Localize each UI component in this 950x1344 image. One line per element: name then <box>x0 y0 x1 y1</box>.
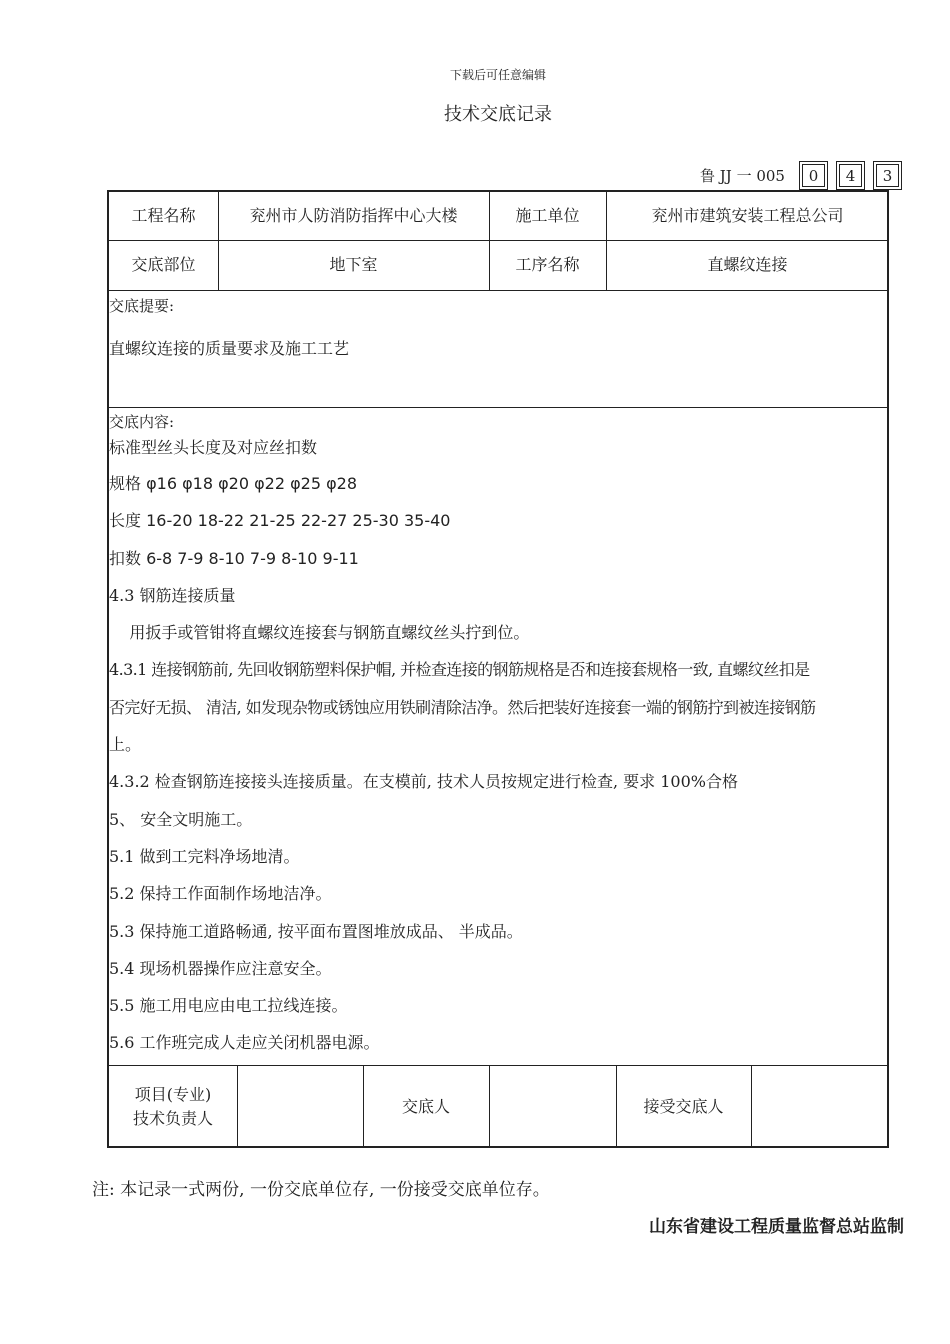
content-line: 5.6 工作班完成人走应关闭机器电源。 <box>109 1033 380 1053</box>
record-code <box>700 161 902 190</box>
summary-text: 直螺纹连接的质量要求及施工工艺 <box>109 339 350 358</box>
project-name-label: 工程名称 <box>131 206 196 225</box>
content-body <box>109 465 887 1062</box>
content-line: 4.3 钢筋连接质量 <box>109 585 236 605</box>
content-line: 否完好无损、 清洁, 如发现杂物或锈蚀应用铁刷清除洁净。然后把装好连接套一端的钢筋拧到被连接钢筋 <box>109 697 816 717</box>
content-line: 4.3.2 检查钢筋连接接头连接质量。在支模前, 技术人员按规定进行检查, 要求 100%合格 <box>109 772 738 792</box>
content-line: 5、 安全文明施工。 <box>109 809 253 829</box>
discloser-signature <box>489 1065 616 1148</box>
content-line: 5.1 做到工完料净场地清。 <box>109 846 300 866</box>
document-title: 技术交底记录 <box>444 104 552 125</box>
summary-label: 交底提要: <box>109 297 175 315</box>
location-value: 地下室 <box>329 255 378 274</box>
content-label: 交底内容: <box>109 413 175 431</box>
content-line: 5.5 施工用电应由电工拉线连接。 <box>109 996 348 1016</box>
content-line: 上。 <box>109 735 142 755</box>
record-code-box-2: 4 <box>836 161 865 190</box>
location-label: 交底部位 <box>131 255 196 274</box>
discloser-label: 交底人 <box>401 1096 450 1116</box>
content-line: 5.3 保持施工道路畅通, 按平面布置图堆放成品、 半成品。 <box>109 921 523 941</box>
issuer: 山东省建设工程质量监督总站监制 <box>649 1217 904 1237</box>
content-line: 扣数 6-8 7-9 8-10 7-9 8-10 9-11 <box>109 548 359 568</box>
content-line: 4.3.1 连接钢筋前, 先回收钢筋塑料保护帽, 并检查连接的钢筋规格是否和连接套规格一致, 直螺纹丝扣是 <box>109 660 810 680</box>
tech-lead-label-line-1: 项目(专业) <box>134 1084 212 1104</box>
content-line: 5.4 现场机器操作应注意安全。 <box>109 958 332 978</box>
contractor-value: 兖州市建筑安装工程总公司 <box>651 206 844 225</box>
process-value: 直螺纹连接 <box>707 255 788 274</box>
tech-lead-label-line-2: 技术负责人 <box>132 1108 213 1128</box>
tech-lead-signature <box>237 1065 363 1148</box>
receiver-signature <box>751 1065 889 1148</box>
project-name-value: 兖州市人防消防指挥中心大楼 <box>249 206 458 225</box>
row-divider <box>109 407 887 408</box>
record-code-box-3: 3 <box>873 161 902 190</box>
row-divider <box>109 290 887 291</box>
content-line: 5.2 保持工作面制作场地洁净。 <box>109 884 332 904</box>
process-label: 工序名称 <box>515 255 580 274</box>
content-line: 长度 16-20 18-22 21-25 22-27 25-30 35-40 <box>109 511 451 531</box>
record-code-label: 鲁 JJ 一 005 <box>700 167 785 185</box>
record-code-box-1: 0 <box>799 161 828 190</box>
receiver-label: 接受交底人 <box>643 1096 724 1116</box>
record-table <box>107 190 889 1148</box>
footnote: 注: 本记录一式两份, 一份交底单位存, 一份接受交底单位存。 <box>92 1180 550 1200</box>
content-line: 用扳手或管钳将直螺纹连接套与钢筋直螺纹丝头拧到位。 <box>109 623 530 643</box>
contractor-label: 施工单位 <box>515 206 580 225</box>
content-subtitle: 标准型丝头长度及对应丝扣数 <box>109 438 318 457</box>
top-note: 下载后可任意编辑 <box>449 68 546 82</box>
content-line: 规格 φ16 φ18 φ20 φ22 φ25 φ28 <box>109 474 358 493</box>
tech-lead-label <box>109 1065 237 1148</box>
